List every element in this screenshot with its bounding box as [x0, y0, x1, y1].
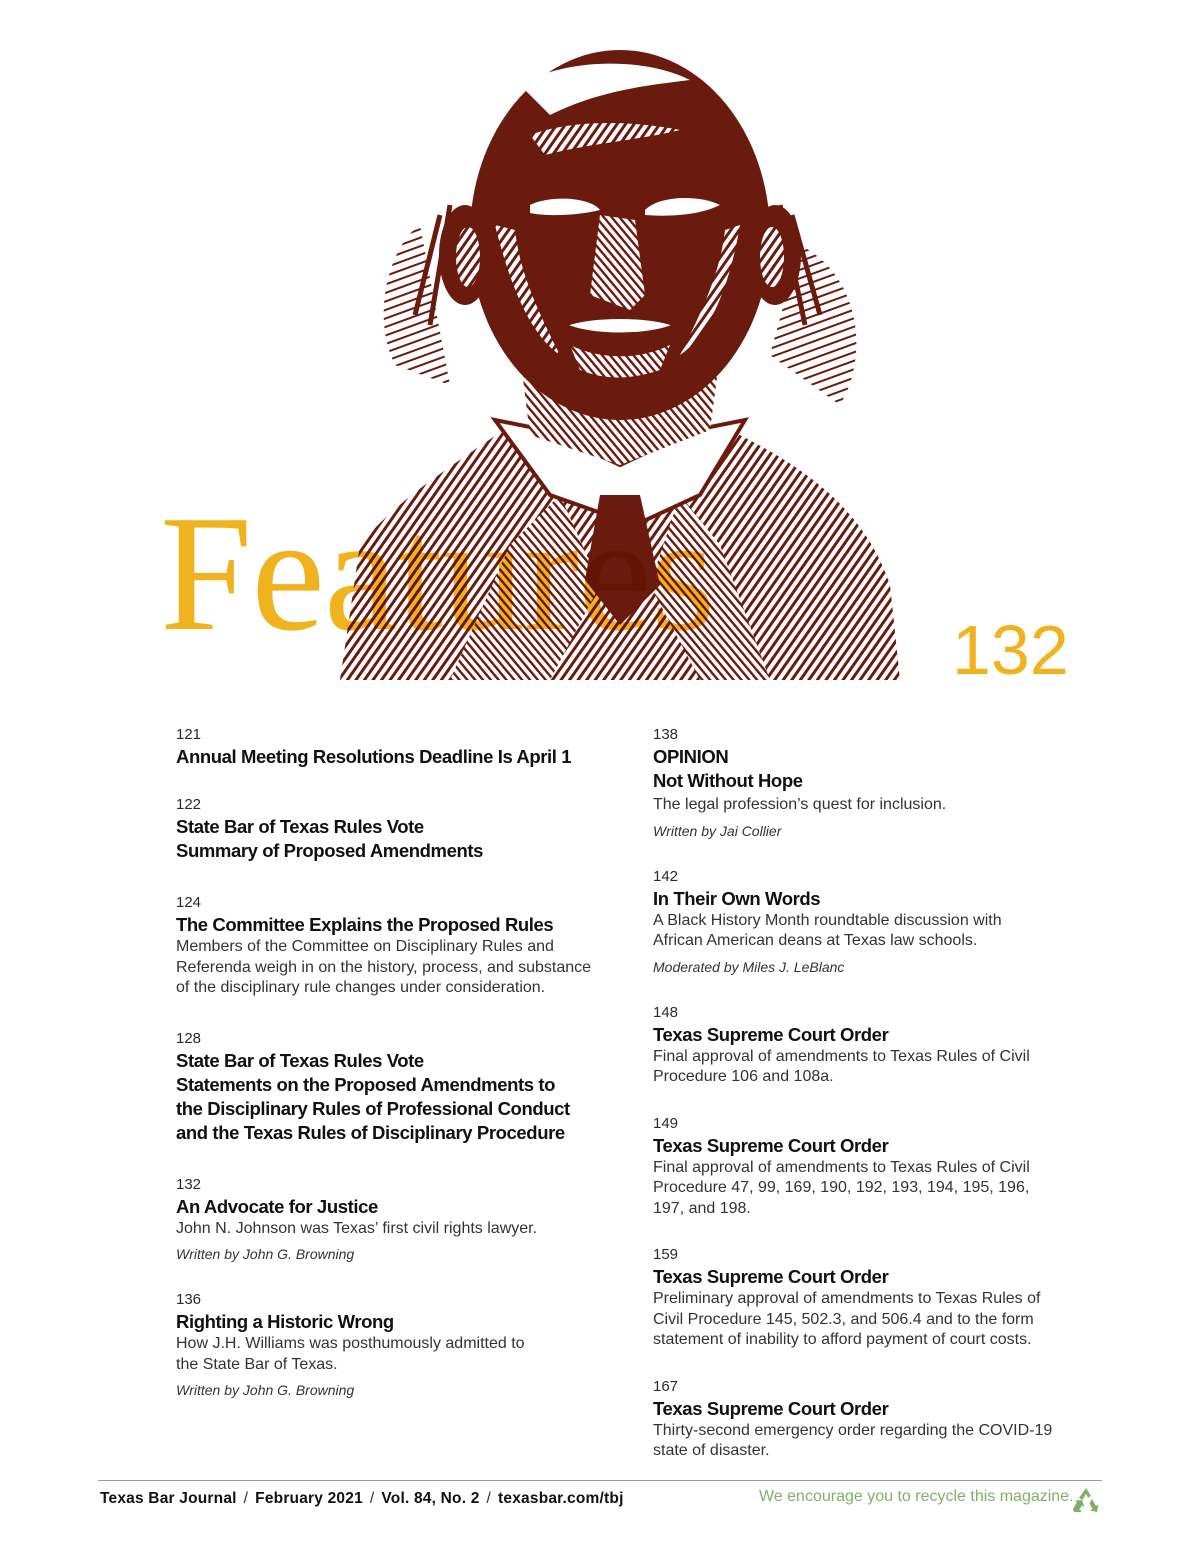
toc-entry[interactable] — [653, 1003, 1093, 1088]
article-description: Preliminary approval of amendments to Texas Rules of Civil Procedure 145, 502.3, and 506.4 and to the form statement of inability to afford payment of court costs. — [653, 1290, 1041, 1348]
toc-entry[interactable] — [176, 1175, 596, 1265]
footer-publication-info — [100, 1490, 624, 1508]
article-description: John N. Johnson was Texas’ first civil rights lawyer. — [176, 1219, 538, 1237]
cover-story-page-number: 132 — [952, 611, 1069, 689]
page-number: 167 — [653, 1377, 679, 1395]
recycle-note: We encourage you to recycle this magazine. — [759, 1488, 1074, 1505]
article-headline[interactable]: In Their Own Words — [653, 887, 821, 909]
article-kicker: OPINION — [653, 746, 729, 767]
publication-name: Texas Bar Journal — [100, 1490, 237, 1507]
page-number: 121 — [176, 726, 202, 743]
article-byline: Written by Jai Collier — [653, 822, 782, 839]
footer-divider — [98, 1480, 1102, 1481]
page-number: 142 — [653, 867, 679, 885]
article-kicker: State Bar of Texas Rules Vote — [176, 816, 424, 837]
issue-date: February 2021 — [255, 1490, 363, 1507]
article-headline[interactable]: The Committee Explains the Proposed Rules — [176, 914, 554, 935]
page-number: 148 — [653, 1003, 679, 1021]
separator: / — [486, 1490, 492, 1507]
article-headline[interactable]: Righting a Historic Wrong — [176, 1311, 394, 1332]
toc-right-column — [653, 725, 1093, 1488]
article-description: How J.H. Williams was posthumously admitted to the State Bar of Texas. — [176, 1335, 525, 1373]
toc-entry[interactable] — [653, 1245, 1093, 1351]
article-description: A Black History Month roundtable discussion with African American deans at Texas law schools. — [653, 911, 1002, 949]
article-description: Thirty-second emergency order regarding the COVID-19 state of disaster. — [653, 1421, 1053, 1459]
article-headline[interactable]: Texas Supreme Court Order — [653, 1266, 889, 1287]
toc-entry[interactable] — [653, 1377, 1093, 1462]
page-number: 132 — [176, 1175, 202, 1193]
toc-entry[interactable] — [176, 893, 596, 999]
page-number: 122 — [176, 796, 202, 813]
separator: / — [243, 1490, 249, 1507]
page-number: 136 — [176, 1291, 202, 1308]
article-kicker: State Bar of Texas Rules Vote — [176, 1049, 424, 1071]
toc-entry[interactable] — [653, 1114, 1093, 1220]
article-description: Members of the Committee on Disciplinary Rules and Referenda weigh in on the history, process, and substance of the disciplinary rule changes under consideration. — [176, 938, 592, 996]
article-headline[interactable]: Texas Supreme Court Order — [653, 1023, 889, 1045]
website-link[interactable]: texasbar.com/tbj — [498, 1490, 624, 1507]
article-headline[interactable]: Texas Supreme Court Order — [653, 1134, 889, 1156]
article-headline[interactable]: Annual Meeting Resolutions Deadline Is April 1 — [176, 746, 572, 767]
toc-entry[interactable] — [176, 1029, 596, 1145]
page-number: 124 — [176, 894, 202, 911]
toc-left-column — [176, 725, 596, 1426]
page-number: 159 — [653, 1246, 679, 1263]
recycle-icon — [1070, 1485, 1102, 1517]
separator: / — [369, 1490, 375, 1507]
article-headline[interactable]: An Advocate for Justice — [176, 1195, 378, 1217]
toc-entry[interactable] — [653, 725, 1093, 841]
article-byline: Written by John G. Browning — [176, 1382, 355, 1398]
toc-entry[interactable] — [176, 795, 596, 863]
toc-entry[interactable] — [176, 1290, 596, 1400]
page-number: 128 — [176, 1029, 202, 1047]
features-title: Features — [160, 481, 715, 665]
page-number: 149 — [653, 1114, 679, 1132]
article-headline[interactable]: Not Without Hope — [653, 770, 803, 791]
article-byline: Moderated by Miles J. LeBlanc — [653, 958, 845, 975]
page-number: 138 — [653, 726, 679, 743]
toc-entry[interactable] — [176, 725, 596, 769]
article-description: Final approval of amendments to Texas Rules of Civil Procedure 106 and 108a. — [653, 1047, 1030, 1085]
article-headline[interactable]: Summary of Proposed Amendments — [176, 840, 484, 861]
volume-number: Vol. 84, No. 2 — [381, 1490, 480, 1507]
article-headline[interactable]: Statements on the Proposed Amendments to the Disciplinary Rules of Professional Conduct and the Texas Rules of Disciplinary Procedure — [176, 1073, 570, 1143]
toc-entry[interactable] — [653, 867, 1093, 977]
article-headline[interactable]: Texas Supreme Court Order — [653, 1397, 889, 1419]
article-byline: Written by John G. Browning — [176, 1246, 355, 1262]
article-description: Final approval of amendments to Texas Rules of Civil Procedure 47, 99, 169, 190, 192, 193, 194, 195, 196, 197, and 198. — [653, 1158, 1030, 1217]
article-description: The legal profession’s quest for inclusion. — [653, 796, 947, 813]
